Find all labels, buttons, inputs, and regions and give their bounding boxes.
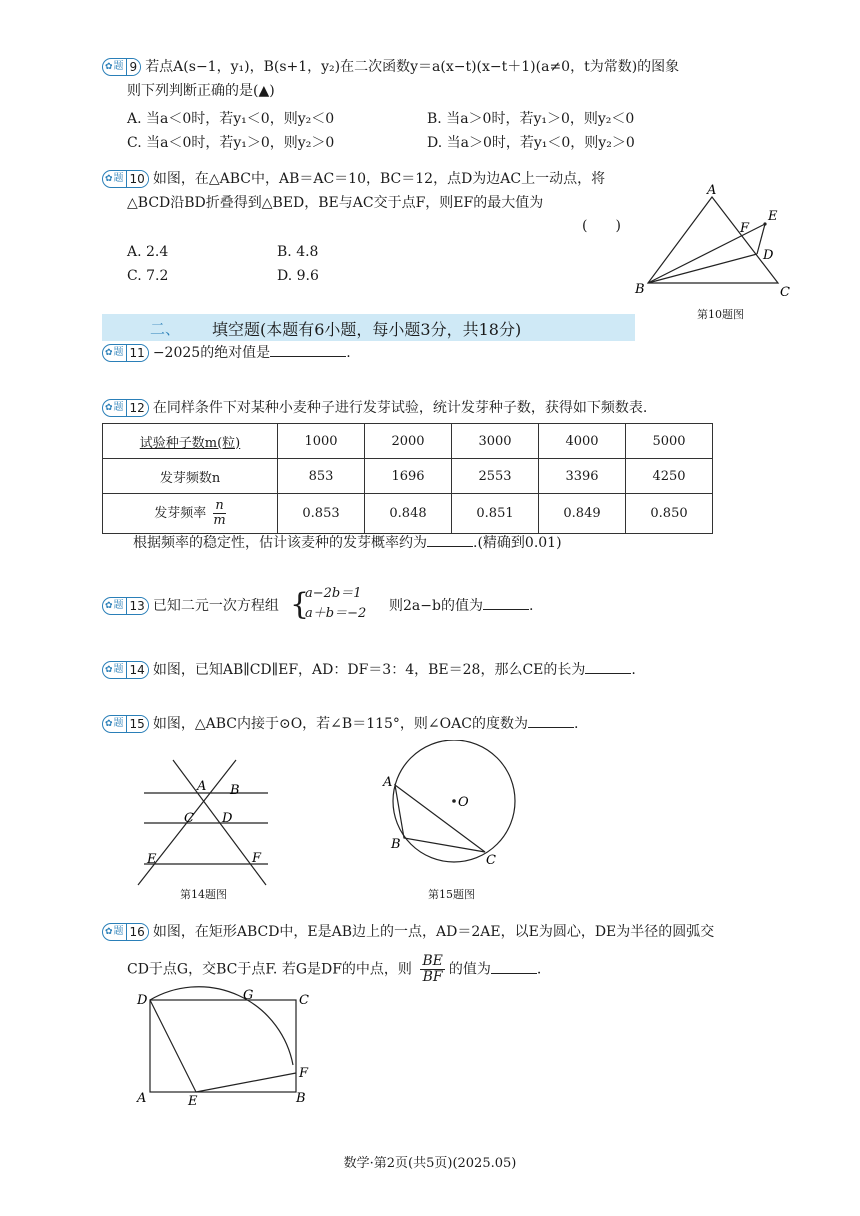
question-16-line2: CD于点G，交BC于点F. 若G是DF的中点，则 $\frac{BE}{BF}$ 的值为 . — [127, 953, 542, 985]
question-12 — [102, 397, 647, 419]
label-D: D — [137, 993, 148, 1008]
answer-blank[interactable] — [528, 713, 574, 728]
label-D: D — [763, 248, 774, 263]
table-row — [103, 424, 713, 459]
question-16: ✿ 题 16 如图，在矩形ABCD中，E是AB边上的一点，AD＝2AE，以E为圆心，DE为半径的圆弧交 — [102, 921, 714, 943]
frequency-table — [102, 423, 713, 534]
row-header: 发芽频数n — [103, 459, 278, 494]
question-15: ✿ 题 15 如图，△ABC内接于⊙O，若∠B＝115°，则∠OAC的度数为 . — [102, 713, 578, 735]
question-10-option-d[interactable]: D. 9.6 — [277, 268, 319, 284]
answer-blank[interactable] — [427, 532, 473, 547]
question-9-option-c[interactable]: C. 当a＜0时，若y₁＞0，则y₂＞0 — [127, 135, 335, 151]
question-12-stem: 在同样条件下对某种小麦种子进行发芽试验，统计发芽种子数，获得如下频数表. — [152, 400, 648, 416]
label-A: A — [137, 1091, 147, 1106]
question-badge: ✿ 题 11 — [102, 344, 149, 362]
table-cell: 1696 — [365, 459, 452, 494]
answer-blank[interactable] — [491, 959, 537, 974]
star-icon: ✿ — [105, 665, 113, 675]
label-A: A — [707, 183, 717, 198]
table-cell: 0.851 — [452, 494, 539, 534]
question-badge: ✿ 题 16 — [102, 923, 149, 941]
table-cell: 4000 — [539, 424, 626, 459]
question-badge: ✿ 题 15 — [102, 715, 149, 733]
question-13: ✿ 题 13 已知二元一次方程组 — [102, 595, 279, 617]
table-cell: 3396 — [539, 459, 626, 494]
question-10-option-a[interactable]: A. 2.4 — [127, 244, 169, 260]
table-cell: 853 — [278, 459, 365, 494]
question-14: ✿ 题 14 如图，已知AB∥CD∥EF，AD：DF＝3：4，BE＝28，那么CE的长为 . — [102, 659, 636, 681]
figure-caption-q14: 第14题图 — [180, 888, 227, 901]
question-9-stem-line1: 若点A(s−1，y₁)，B(s+1，y₂)在二次函数y＝a(x−t)(x−t＋1)(a≠0，t为常数)的图象 — [145, 59, 680, 75]
label-C: C — [299, 993, 309, 1008]
star-icon: ✿ — [105, 601, 113, 611]
row-header: 发芽频率 $\frac{n}{m}$ — [103, 494, 278, 534]
label-E: E — [147, 852, 157, 867]
label-C: C — [184, 811, 194, 826]
label-B: B — [230, 783, 240, 798]
star-icon: ✿ — [105, 348, 113, 358]
label-C: C — [780, 285, 790, 300]
figure-q14 — [130, 755, 280, 890]
table-cell: 3000 — [452, 424, 539, 459]
question-9-option-d[interactable]: D. 当a＞0时，若y₁＜0，则y₂＞0 — [427, 135, 635, 151]
table-cell: 4250 — [626, 459, 713, 494]
question-9-option-a[interactable]: A. 当a＜0时，若y₁＜0，则y₂＜0 — [127, 111, 335, 127]
table-cell: 0.853 — [278, 494, 365, 534]
fraction: $\frac{BE}{BF}$ — [422, 953, 443, 985]
answer-blank[interactable] — [585, 659, 631, 674]
question-10-option-b[interactable]: B. 4.8 — [277, 244, 319, 260]
label-G: G — [243, 988, 254, 1003]
question-10 — [102, 168, 605, 190]
question-badge: ✿ 题 13 — [102, 597, 149, 615]
question-12-followup: 根据频率的稳定性，估计该麦种的发芽概率约为 .(精确到0.01) — [133, 532, 562, 554]
star-icon: ✿ — [105, 927, 113, 937]
section-header — [102, 314, 635, 341]
table-cell: 2000 — [365, 424, 452, 459]
table-cell: 0.848 — [365, 494, 452, 534]
question-10-stem-line1: 如图，在△ABC中，AB＝AC＝10，BC＝12，点D为边AC上一动点，将 — [152, 171, 606, 187]
label-E: E — [768, 209, 778, 224]
brace: { — [290, 587, 310, 622]
question-10-stem-line2: △BCD沿BD折叠得到△BED，BE与AC交于点F，则EF的最大值为 — [127, 195, 544, 211]
label-O: O — [458, 795, 469, 810]
question-badge: ✿ 题 12 — [102, 399, 149, 417]
question-badge: ✿ 题 14 — [102, 661, 149, 679]
label-B: B — [391, 837, 401, 852]
question-11: ✿ 题 11 −2025的绝对值是 . — [102, 342, 351, 364]
star-icon: ✿ — [105, 719, 113, 729]
row-header: 试验种子数m(粒) — [103, 424, 278, 459]
table-cell: 0.849 — [539, 494, 626, 534]
label-E: E — [188, 1094, 198, 1109]
question-badge: ✿ 题 9 — [102, 58, 141, 76]
fraction: $\frac{n}{m}$ — [213, 498, 226, 528]
figure-q15 — [380, 740, 525, 880]
answer-blank[interactable] — [483, 595, 529, 610]
table-cell: 5000 — [626, 424, 713, 459]
equation-system: a−2b＝1 a＋b＝−2 — [305, 586, 367, 621]
question-10-option-c[interactable]: C. 7.2 — [127, 268, 169, 284]
label-D: D — [222, 811, 233, 826]
table-cell: 0.850 — [626, 494, 713, 534]
question-13-tail: 则2a−b的值为 . — [389, 595, 533, 617]
star-icon: ✿ — [105, 174, 113, 184]
question-badge: ✿ 题 10 — [102, 170, 149, 188]
label-F: F — [299, 1066, 309, 1081]
label-A: A — [383, 775, 393, 790]
question-11-stem: −2025的绝对值是 — [152, 345, 271, 361]
label-F: F — [252, 851, 262, 866]
label-B: B — [635, 282, 645, 297]
figure-caption-q10: 第10题图 — [697, 308, 744, 321]
star-icon: ✿ — [105, 403, 113, 413]
question-9-option-b[interactable]: B. 当a＞0时，若y₁＞0，则y₂＜0 — [427, 111, 635, 127]
figure-q10 — [630, 180, 790, 305]
figure-caption-q15: 第15题图 — [428, 888, 475, 901]
table-row — [103, 494, 713, 534]
figure-q16 — [130, 985, 320, 1110]
table-cell: 2553 — [452, 459, 539, 494]
table-row — [103, 459, 713, 494]
answer-blank[interactable] — [270, 342, 346, 357]
section-title: 填空题(本题有6小题，每小题3分，共18分) — [212, 320, 522, 339]
section-number: 二、 — [150, 320, 181, 338]
label-F: F — [740, 221, 750, 236]
label-B: B — [296, 1091, 306, 1106]
label-C: C — [486, 853, 496, 868]
question-9-stem-line2: 则下列判断正确的是(▲) — [127, 83, 275, 99]
table-cell: 1000 — [278, 424, 365, 459]
answer-parentheses[interactable]: ( ) — [582, 218, 621, 234]
page-footer: 数学·第2页(共5页)(2025.05) — [343, 1156, 517, 1171]
star-icon: ✿ — [105, 62, 113, 72]
question-9 — [102, 56, 679, 78]
label-A: A — [197, 779, 207, 794]
